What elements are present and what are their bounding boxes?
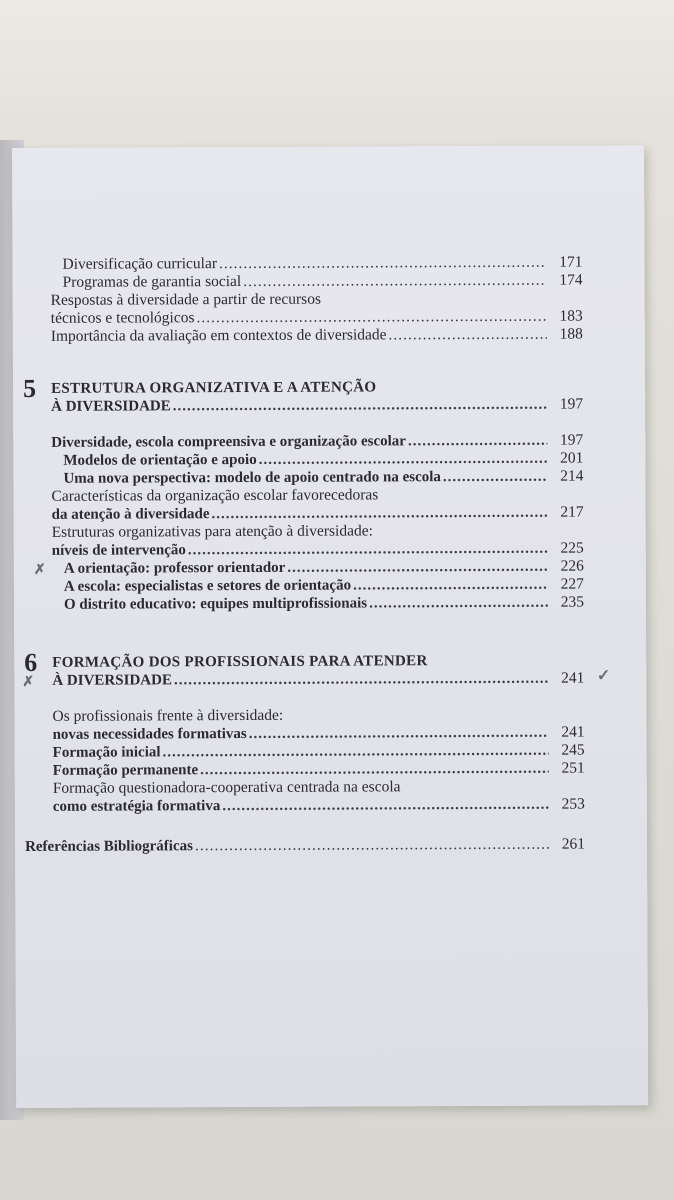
dot-leader <box>388 326 546 345</box>
dot-leader <box>211 504 547 523</box>
toc-entry: Uma nova perspectiva: modelo de apoio centrado na escola ..... 214 <box>51 468 583 488</box>
chapter-title-row: ✗ À DIVERSIDADE ..... 241 ✓ <box>52 670 584 690</box>
chapter-number: 6 <box>24 647 38 677</box>
dot-leader <box>243 272 546 291</box>
toc-entry: ✗ A orientação: professor orientador ..... 226 <box>52 558 584 578</box>
toc-entry: níveis de intervenção ..... 225 <box>52 540 584 560</box>
toc-entry: novas necessidades formativas ..... 241 <box>53 724 585 744</box>
page-number: 225 <box>560 539 584 557</box>
toc-entry: Referências Bibliográficas ..... 261 <box>25 836 585 856</box>
page-number: 261 <box>561 835 586 853</box>
page-number: 226 <box>560 557 584 575</box>
toc-entry: Importância da avaliação em contextos de diversidade ..... 188 <box>51 326 583 346</box>
page-number: 171 <box>559 253 583 271</box>
toc-entry: da atenção à diversidade ..... 217 <box>52 504 584 524</box>
toc-entry: O distrito educativo: equipes multiprofissionais ..... 235 <box>52 594 584 614</box>
page-number: 245 <box>561 741 585 759</box>
page-number: 241 <box>561 669 585 687</box>
dot-leader <box>174 670 548 690</box>
toc-entry: Diversidade, escola compreensiva e organização escolar ..... 197 <box>51 432 583 452</box>
dot-leader <box>200 760 549 780</box>
toc-entry-line1: Os profissionais frente à diversidade: <box>52 706 284 725</box>
page-number: 183 <box>559 307 583 325</box>
chapter-title-row: À DIVERSIDADE ..... 197 <box>51 396 583 416</box>
toc-entry-line1: Formação questionadora-cooperativa centrada na escola <box>52 778 401 797</box>
dot-leader <box>369 594 548 613</box>
dot-leader <box>173 396 547 416</box>
toc-entry-line1: Respostas à diversidade a partir de recursos <box>50 290 321 309</box>
page-number: 241 <box>561 723 585 741</box>
toc-entry: como estratégia formativa ..... 253 <box>53 796 585 816</box>
page-number: 201 <box>560 449 584 467</box>
dot-leader <box>219 254 547 273</box>
dot-leader <box>408 432 547 451</box>
toc-entry: A escola: especialistas e setores de orientação ..... 227 <box>52 576 584 596</box>
toc-entry-line1: Estruturas organizativas para atenção à diversidade: <box>51 522 373 541</box>
page-number: 217 <box>560 503 584 521</box>
toc-entry-line1: Características da organização escolar favorecedoras <box>51 486 379 505</box>
dot-leader <box>163 742 549 762</box>
dot-leader <box>249 724 549 743</box>
toc-entry: Modelos de orientação e apoio ..... 201 <box>51 450 583 470</box>
toc-entry: Diversificação curricular ..... 171 <box>50 254 582 274</box>
toc-entry: Formação inicial ..... 245 <box>53 742 585 762</box>
dot-leader <box>196 308 546 328</box>
toc-entry: técnicos e tecnológicos ..... 183 <box>51 308 583 328</box>
page-number: 197 <box>559 395 584 413</box>
table-of-contents <box>22 253 611 856</box>
pencil-tick-icon: ✓ <box>596 667 611 685</box>
page-number: 227 <box>560 575 584 593</box>
dot-leader <box>287 558 548 577</box>
dot-leader <box>222 796 549 815</box>
page-number: 253 <box>561 795 585 813</box>
dot-leader <box>259 450 548 469</box>
page-number: 188 <box>559 325 583 343</box>
chapter-title: FORMAÇÃO DOS PROFISSIONAIS PARA ATENDER <box>52 653 428 671</box>
pencil-tick-icon: ✗ <box>33 562 46 578</box>
chapter-title: ESTRUTURA ORGANIZATIVA E A ATENÇÃO <box>51 379 377 397</box>
page-number: 251 <box>561 759 585 777</box>
toc-section-top <box>50 254 582 346</box>
toc-entry: Formação permanente ..... 251 <box>53 760 585 780</box>
page-number: 197 <box>559 431 584 449</box>
chapter-number: 5 <box>22 373 37 403</box>
pencil-tick-icon: ✗ <box>22 674 35 690</box>
page-number: 174 <box>559 271 583 289</box>
dot-leader <box>188 540 548 560</box>
dot-leader <box>195 836 549 856</box>
chapter-entries <box>33 431 585 614</box>
book-page <box>12 145 648 1108</box>
references <box>25 836 585 856</box>
dot-leader <box>443 468 548 486</box>
toc-entry: Programas de garantia social ..... 174 <box>51 272 583 292</box>
chapter-6 <box>22 647 611 816</box>
page-number: 235 <box>560 593 585 611</box>
chapter-entries <box>52 706 584 816</box>
page-number: 214 <box>560 467 584 485</box>
dot-leader <box>353 576 548 595</box>
chapter-5 <box>22 373 585 614</box>
